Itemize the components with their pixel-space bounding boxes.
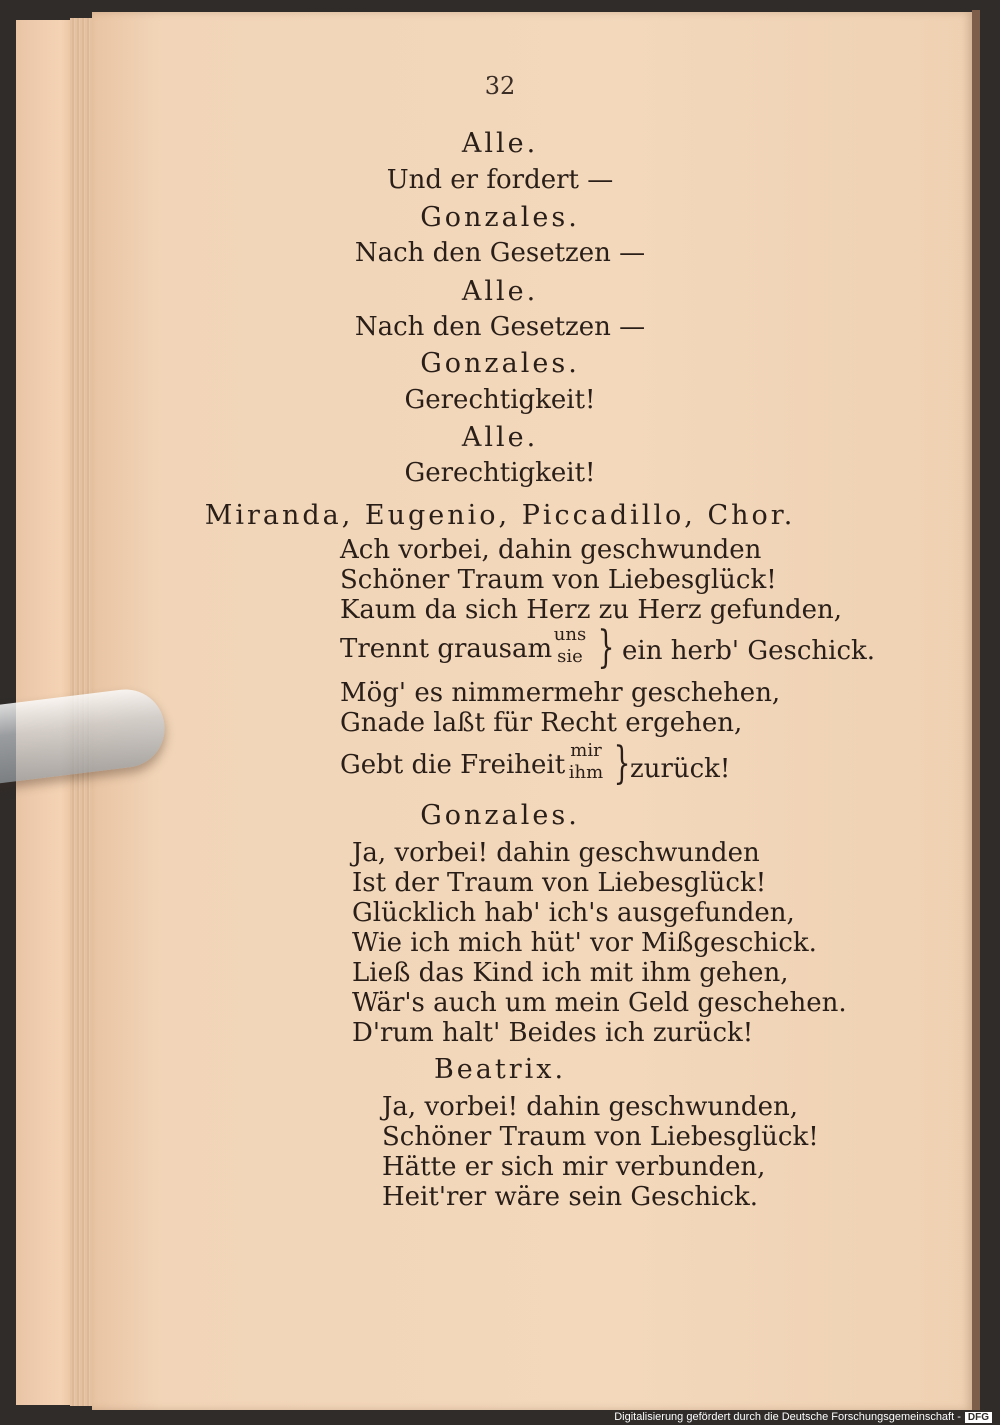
verse-line-with-alternatives: [0, 738, 1000, 798]
verse-line: D'rum halt' Beides ich zurück!: [352, 1018, 754, 1048]
verse-line: Schöner Traum von Liebesglück!: [382, 1122, 819, 1152]
verse-fragment: ein herb' Geschick.: [622, 636, 876, 666]
digitization-credit: [614, 1411, 992, 1423]
page-number: 32: [484, 72, 516, 100]
curly-brace: }: [597, 622, 615, 673]
speaker-heading: Alle.: [461, 128, 539, 159]
verse-fragment: Gebt die Freiheit: [340, 750, 566, 780]
speaker-heading: Miranda, Eugenio, Piccadillo, Chor.: [204, 500, 796, 531]
verse-line: Nach den Gesetzen —: [354, 238, 646, 268]
curly-brace: }: [613, 738, 631, 789]
dfg-logo: DFG: [965, 1412, 992, 1423]
verse-line: Nach den Gesetzen —: [354, 312, 646, 342]
verse-line: Hätte er sich mir verbunden,: [382, 1152, 766, 1182]
verse-line: Heit'rer wäre sein Geschick.: [382, 1182, 759, 1212]
verse-line: Wär's auch um mein Geld geschehen.: [352, 988, 847, 1018]
verse-line: Ja, vorbei! dahin geschwunden: [352, 838, 760, 868]
alternative-word: sie: [557, 646, 583, 667]
verse-line: Kaum da sich Herz zu Herz gefunden,: [340, 595, 843, 625]
verse-line-with-alternatives: [0, 622, 1000, 682]
verse-line: Mög' es nimmermehr geschehen,: [340, 678, 781, 708]
alternative-word: ihm: [568, 762, 604, 783]
alternatives-stack: [556, 740, 616, 784]
verse-line: Glücklich hab' ich's ausgefunden,: [352, 898, 795, 928]
verse-line: Schöner Traum von Liebesglück!: [340, 565, 777, 595]
speaker-heading: Gonzales.: [420, 800, 580, 831]
credit-text: Digitalisierung gefördert durch die Deutsche Forschungsgemeinschaft -: [614, 1411, 961, 1423]
verse-fragment: Trennt grausam: [340, 634, 553, 664]
verse-line: Ist der Traum von Liebesglück!: [352, 868, 767, 898]
verse-line: Gnade laßt für Recht ergehen,: [340, 708, 743, 738]
speaker-heading: Alle.: [461, 422, 539, 453]
verse-line: Gerechtigkeit!: [404, 385, 596, 415]
verse-line: Ließ das Kind ich mit ihm gehen,: [352, 958, 789, 988]
verse-line: Ach vorbei, dahin geschwunden: [340, 535, 762, 565]
verse-line: Wie ich mich hüt' vor Mißgeschick.: [352, 928, 817, 958]
alternatives-stack: [548, 624, 592, 668]
speaker-heading: Gonzales.: [420, 202, 580, 233]
speaker-heading: Beatrix.: [433, 1054, 567, 1085]
speaker-heading: Gonzales.: [420, 348, 580, 379]
verse-fragment: zurück!: [630, 754, 731, 784]
alternative-word: uns: [553, 624, 587, 645]
verse-line: Gerechtigkeit!: [404, 458, 596, 488]
alternative-word: mir: [570, 740, 602, 761]
speaker-heading: Alle.: [461, 276, 539, 307]
verse-line: Und er fordert —: [386, 165, 614, 195]
verse-line: Ja, vorbei! dahin geschwunden,: [382, 1092, 798, 1122]
